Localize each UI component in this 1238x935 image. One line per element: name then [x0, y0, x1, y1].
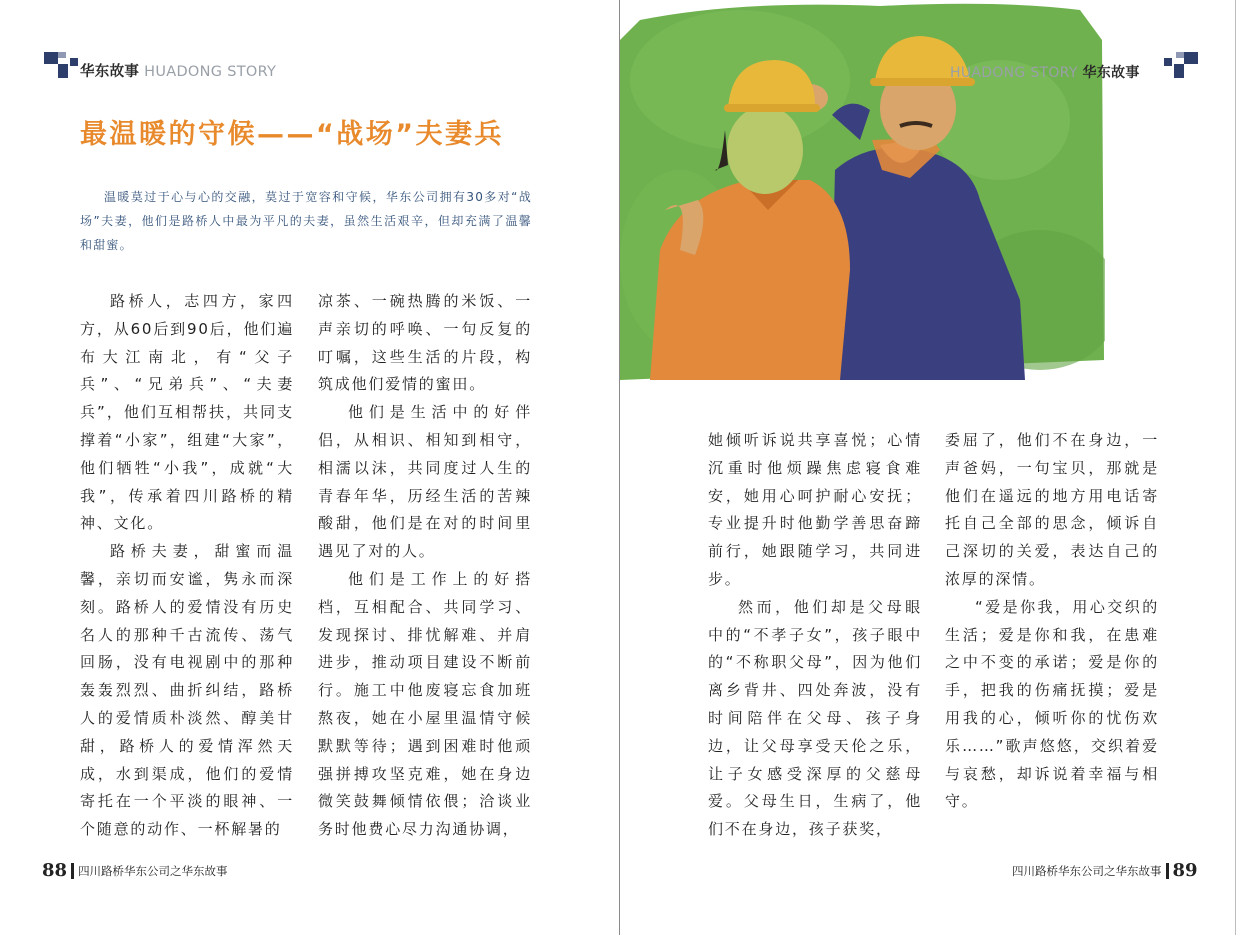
paragraph: 然而，他们却是父母眼中的“不孝子女”，孩子眼中的“不称职父母”，因为他们离乡背井、四处奔波，没有时间陪伴在父母、孩子身边，让父母享受天伦之乐，让子女感受深厚的父慈母爱。父母生日，生病了，他们不在身边，孩子获奖， — [708, 597, 922, 839]
footer-divider — [71, 863, 74, 879]
right-page — [620, 0, 1238, 935]
footer-divider — [1166, 863, 1169, 879]
header-en: HUADONG STORY — [144, 64, 277, 80]
right-column-1 — [708, 427, 922, 844]
header-mosaic-left — [44, 52, 78, 78]
left-column-2 — [318, 288, 532, 844]
header-zh: 华东故事 — [80, 64, 140, 80]
page-number: 88 — [42, 860, 68, 881]
right-column-2 — [945, 427, 1159, 816]
article-title: 最温暖的守候——“战场”夫妻兵 — [80, 119, 504, 150]
page-edge — [1235, 0, 1236, 935]
header-right — [950, 62, 1140, 82]
paragraph: 凉茶、一碗热腾的米饭、一声亲切的呼唤、一句反复的叮嘱，这些生活的片段，构筑成他们爱情的蜜田。 — [318, 292, 532, 394]
page-number: 89 — [1172, 860, 1198, 881]
header-mosaic-right — [1164, 52, 1198, 78]
paragraph: 路桥夫妻，甜蜜而温馨，亲切而安谧，隽永而深刻。路桥人的爱情没有历史名人的那种千古流传、荡气回肠，没有电视剧中的那种轰轰烈烈、曲折纠结，路桥人的爱情质朴淡然、醇美甘甜，路桥人的爱情浑然天成，水到渠成，他们的爱情寄托在一个平淡的眼神、一个随意的动作、一杯解暑的 — [80, 542, 294, 839]
header-zh: 华东故事 — [1082, 65, 1140, 81]
header-en: HUADONG STORY — [950, 65, 1078, 81]
paragraph: “爱是你我，用心交织的生活；爱是你和我，在患难之中不变的承诺；爱是你的手，把我的伤痛抚摸；爱是用我的心，倾听你的忧伤欢乐……”歌声悠悠，交织着爱与哀愁，却诉说着幸福与相守。 — [945, 597, 1159, 811]
paragraph: 他们是生活中的好伴侣，从相识、相知到相守，相濡以沫，共同度过人生的青春年华，历经生活的苦辣酸甜，他们是在对的时间里遇见了对的人。 — [318, 403, 532, 561]
paragraph: 她倾听诉说共享喜悦；心情沉重时他烦躁焦虑寝食难安，她用心呵护耐心安抚；专业提升时他勤学善思奋蹄前行，她跟随学习，共同进步。 — [708, 431, 922, 588]
left-column-1 — [80, 288, 294, 844]
paragraph: 路桥人，志四方，家四方，从60后到90后，他们遍布大江南北，有“父子兵”、“兄弟兵”、“夫妻兵”，他们互相帮扶，共同支撑着“小家”，组建“大家”，他们牺牲“小我”，成就“大我”，传承着四川路桥的精神、文化。 — [80, 292, 294, 533]
footer-text: 四川路桥华东公司之华东故事 — [78, 863, 228, 878]
couple-illustration — [620, 0, 1105, 380]
footer-text: 四川路桥华东公司之华东故事 — [1012, 863, 1162, 878]
intro-paragraph: 温暖莫过于心与心的交融，莫过于宽容和守候，华东公司拥有30多对“战场”夫妻，他们是路桥人中最为平凡的夫妻，虽然生活艰辛，但却充满了温馨和甜蜜。 — [80, 190, 532, 252]
paragraph: 委屈了，他们不在身边，一声爸妈，一句宝贝，那就是他们在遥远的地方用电话寄托自己全部的思念，倾诉自己深切的关爱，表达自己的浓厚的深情。 — [945, 431, 1159, 588]
footer-left — [42, 860, 228, 881]
footer-right — [1012, 860, 1198, 881]
header-left — [80, 60, 276, 81]
paragraph: 他们是工作上的好搭档，互相配合、共同学习、发现探讨、排忧解难、并肩进步，推动项目建设不断前行。施工中他废寝忘食加班熬夜，她在小屋里温情守候默默等待；遇到困难时他顽强拼搏攻坚克难，她在身边微笑鼓舞倾情依偎；洽谈业务时他费心尽力沟通协调， — [318, 569, 532, 839]
